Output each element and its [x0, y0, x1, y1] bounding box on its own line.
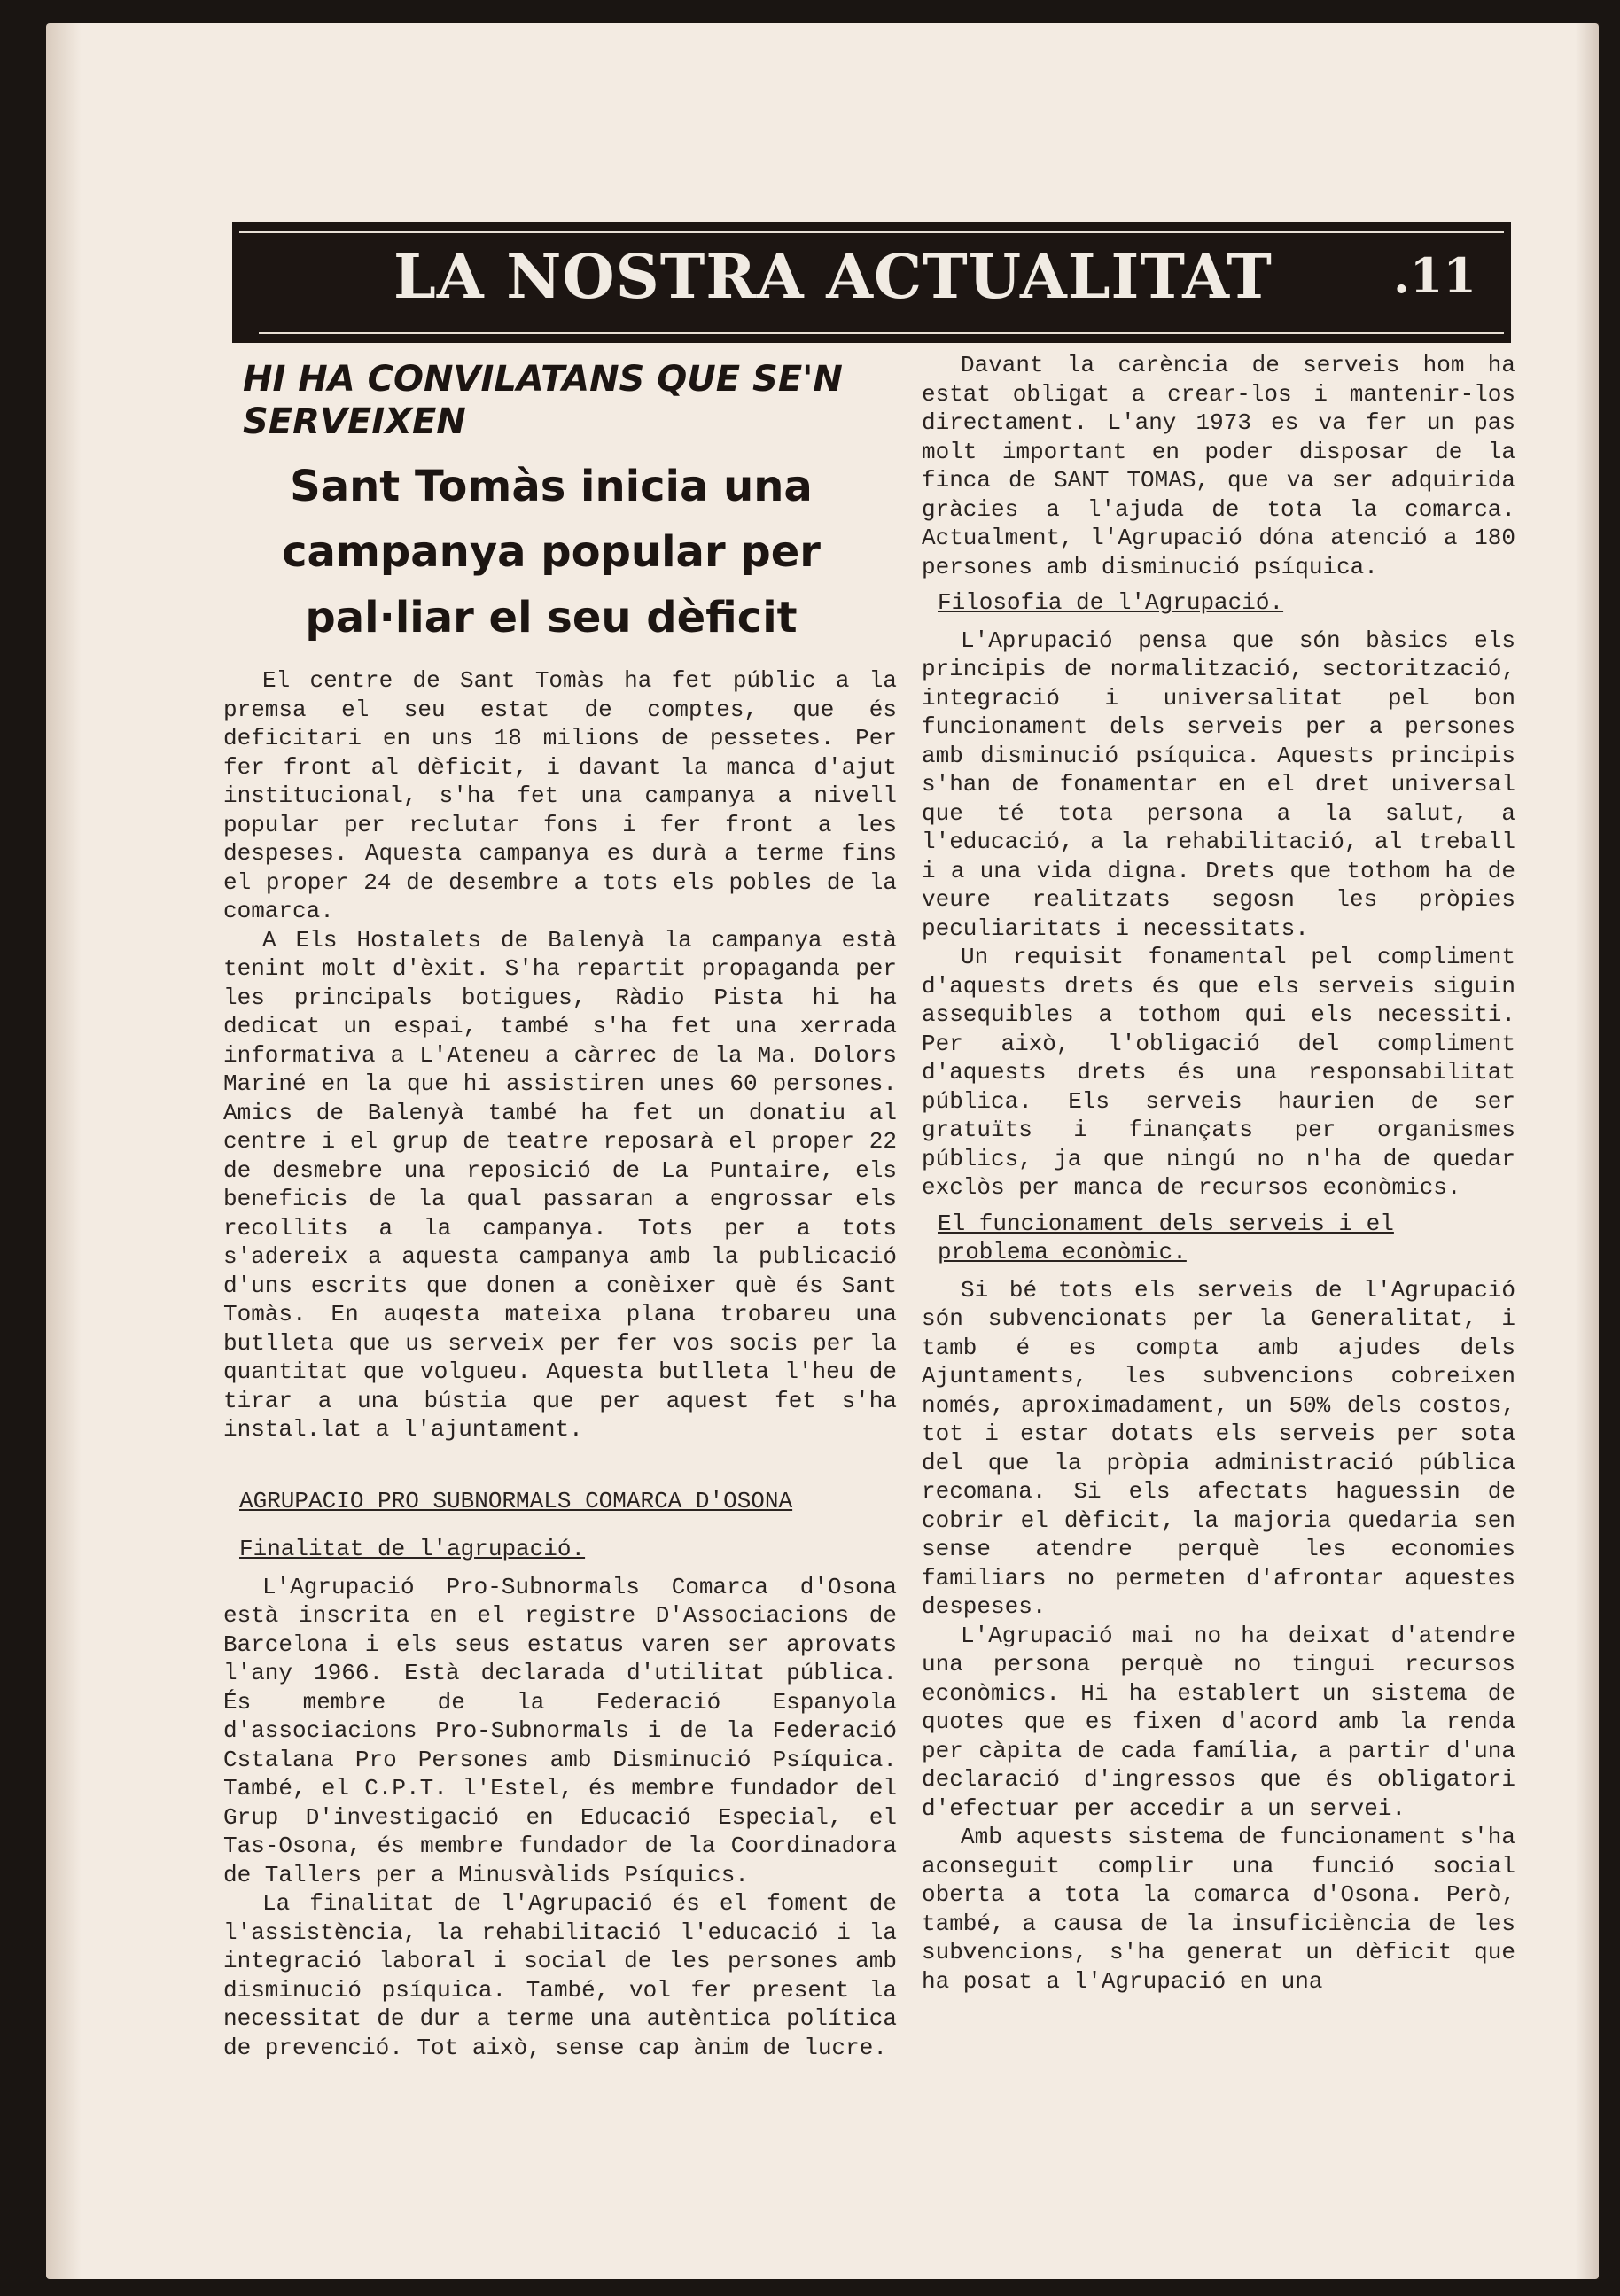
- body-paragraph: La finalitat de l'Agrupació és el foment de l'assistència, la rehabilitació l'educació i la integració laboral i social de les persones amb disminució psíquica. També, vol fer present la necessitat de dur a terme una autèntica política de prevenció. Tot això, sense cap ànim de lucre.: [223, 1890, 897, 2061]
- body-paragraph: Un requisit fonamental pel compliment d'aquests drets és que els serveis siguin assequibles a tothom qui els necessiti. Per això, l'obligació del compliment d'aquests drets és una responsabilitat pública. Els serveis haurien de ser gratuïts i finançats per organismes públics, ja que ningú no n'ha de quedar exclòs per manca de recursos econòmics.: [922, 944, 1515, 1201]
- intro-paragraph: A Els Hostalets de Balenyà la campanya està tenint molt d'èxit. S'ha repartit propaganda per les principals botigues, Ràdio Pista hi ha dedicat un espai, també s'ha fet una xerrada informativa a L'Ateneu a càrrec de la Ma. Dolors Mariné en la que hi assistiren unes 60 persones. Amics de Balenyà també ha fet un donatiu al centre i el grup de teatre reposarà el proper 22 de desmebre una reposició de La Puntaire, els beneficis de la qual passaran a engrossar els recollits a la campanya. Tots per a tots s'adereix a aquesta campanya amb la publicació d'uns escrits que donen a conèixer què és Sant Tomàs. En auqesta mateixa plana trobareu una butlleta que us serveix per fer vos socis per la quantitat que volgueu. Aquesta butlleta l'heu de tirar a una bústia que per aquest fet s'ha instal.lat a l'ajuntament.: [223, 926, 897, 1443]
- body-paragraph: Amb aquests sistema de funcionament s'ha aconseguit complir una funció social oberta a tota la comarca d'Osona. Però, també, a causa de la insuficiència de les subvencions, s'ha generat un dèficit que ha posat a l'Agrupació en una: [922, 1824, 1515, 1995]
- section-heading-finalitat: Finalitat de l'agrupació.: [239, 1536, 586, 1562]
- right-column: [922, 351, 1515, 1996]
- intro-paragraph: El centre de Sant Tomàs ha fet públic a la premsa el seu estat de comptes, que és deficitari en uns 18 milions de pessetes. Per fer front al dèficit, i davant la manca d'ajut institucional, s'ha fet una campanya a nivell popular per reclutar fons i fer front a les despeses. Aquesta campanya es durà a terme fins el proper 24 de desembre a tots els pobles de la comarca.: [223, 667, 897, 924]
- article-headline: Sant Tomàs inicia una campanya popular per pal·liar el seu dèficit: [282, 462, 821, 642]
- body-paragraph: L'Agrupació Pro-Subnormals Comarca d'Osona està inscrita en el registre D'Associacions de Barcelona i els seus estatus varen ser aprovats l'any 1966. Està declarada d'utilitat pública. És membre de la Federació Espanyola d'associacions Pro-Subnormals i de la Federació Cstalana Pro Persones amb Disminució Psíquica. També, el C.P.T. l'Estel, és membre fundador del Grup D'investigació en Educació Especial, el Tas-Osona, és membre fundador de la Coordinadora de Tallers per a Minusvàlids Psíquics.: [223, 1573, 897, 1888]
- section-banner: [232, 222, 1511, 343]
- magazine-page: [46, 23, 1599, 2279]
- org-heading: AGRUPACIO PRO SUBNORMALS COMARCA D'OSONA: [239, 1487, 793, 1514]
- article-kicker: HI HA CONVILATANS QUE SE'N SERVEIXEN: [243, 359, 843, 442]
- section-heading-filosofia: Filosofia de l'Agrupació.: [938, 589, 1284, 616]
- left-column: [223, 358, 897, 2062]
- body-paragraph: L'Aprupació pensa que són bàsics els principis de normalització, sectorització, integració i universalitat pel bon funcionament dels serveis per a persones amb disminució psíquica. Aquests principis s'han de fonamentar en el dret universal que té tota persona a la salut, a l'educació, a la rehabilitació, al treball i a una vida digna. Drets que tothom ha de veure realitzats segosn les pròpies peculiaritats i necessitats.: [922, 627, 1515, 942]
- body-paragraph: Si bé tots els serveis de l'Agrupació són subvencionats per la Generalitat, i tamb é es compta amb ajudes dels Ajuntaments, les subvencions cobreixen només, aproximadament, un 50% dels costos, tot i estar dotats els serveis per sota del que la pròpia administració pública recomana. Si els afectats haguessin de cobrir el dèficit, la majoria quedaria sen sense atendre perquè les economies familiars no permeten d'afrontar aquestes despeses.: [922, 1276, 1515, 1620]
- banner-rule-top: [239, 231, 1504, 233]
- page-number: .11: [1393, 247, 1476, 304]
- body-paragraph: L'Agrupació mai no ha deixat d'atendre una persona perquè no tingui recursos econòmics. Hi ha establert un sistema de quotes que es fixen d'acord amb la renda per càpita de cada família, a partir d'una declaració d'ingressos que és obligatori d'efectuar per accedir a un servei.: [922, 1622, 1515, 1822]
- banner-rule-bottom: [259, 332, 1504, 334]
- section-title: LA NOSTRA ACTUALITAT: [393, 242, 1273, 313]
- section-heading-funcionament: El funcionament dels serveis i el problema econòmic.: [938, 1210, 1394, 1265]
- body-paragraph: Davant la carència de serveis hom ha estat obligat a crear-los i mantenir-los directament. L'any 1973 es va fer un pas molt important en poder disposar de la finca de SANT TOMAS, que va ser adquirida gràcies a l'ajuda de tota la comarca. Actualment, l'Agrupació dóna atenció a 180 persones amb disminució psíquica.: [922, 352, 1515, 580]
